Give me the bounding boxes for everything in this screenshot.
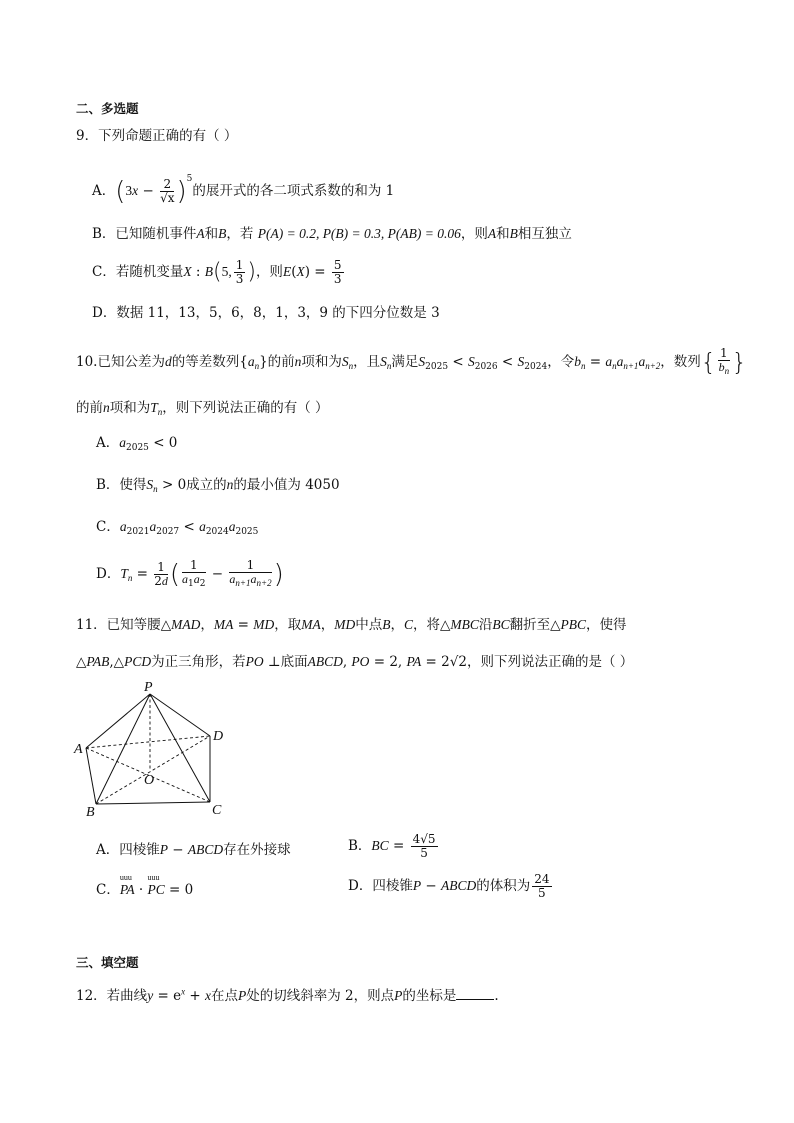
label-a: A: [74, 742, 83, 757]
q11-stem-line2: △PAB,△PCD为正三角形，若PO ⊥底面ABCD, PO = 2, PA = 2√2，则下列说法正确的是（ ）: [76, 654, 634, 670]
q11-option-a: A．四棱锥P − ABCD存在外接球: [96, 842, 291, 858]
edge-pd: [150, 694, 210, 736]
q10-option-d: D．$T_n$ = $\frac{1}{2d}$ ( $\frac{1}{a_1a_2}$ − $\frac{1}{a_{n+1}a_{n+2}}$ ): [96, 557, 284, 590]
q10-stem-line2: 的前n项和为$T_n$，则下列说法正确的有（ ）: [76, 400, 329, 417]
label-b: B: [86, 805, 95, 820]
label-d: D: [213, 729, 224, 744]
edge-ab: [86, 748, 96, 804]
q11-option-c: C．PA uuu · PC uuu = 0: [96, 873, 194, 898]
q11-option-b: B．BC = $\frac{4√5}{5}$: [348, 832, 436, 860]
q10-option-c: C．$a_{2021}a_{2027} < a_{2024}a_{2025}$: [96, 519, 259, 537]
q11-option-d: D．四棱锥P − ABCD的体积为 $\frac{24}{5}$: [348, 872, 550, 900]
q9-option-b: B．已知随机事件A和B，若 P(A) = 0.2, P(B) = 0.3, P(AB) = 0.06，则A和B相互独立: [92, 226, 572, 242]
label-p: P: [144, 680, 153, 695]
edge-pc: [150, 694, 210, 802]
pyramid-figure: [70, 680, 240, 820]
section-title-multiple-choice: 二、多选题: [76, 101, 139, 116]
q11-stem-line1: 11．已知等腰△MAD，MA = MD，取MA，MD中点B，C，将△MBC沿BC翻折至△PBC，使得: [76, 617, 627, 633]
label-c: C: [212, 803, 222, 818]
q9-stem: 9．下列命题正确的有（ ）: [76, 128, 238, 144]
q9-option-a: A．(3x − $\frac{2}{√x}$ )$^5$的展开式的各二项式系数的和为 1: [92, 174, 395, 207]
edge-bc: [96, 802, 210, 804]
q9-option-d: D．数据 11，13，5，6，8，1，3，9 的下四分位数是 3: [92, 305, 440, 321]
label-o: O: [144, 773, 155, 788]
q10-stem-line1: 10.已知公差为d的等差数列$\{a_n\}$的前n项和为$S_n$，且$S_n$满足$S_{2025} < S_{2026} < S_{2024}$，令$b_n = a_na_{n+1}a_{n+2}$，数列{ $\frac{1}{b_n}$ }: [76, 346, 747, 377]
edge-pa: [86, 694, 150, 748]
q9-option-c: C．若随机变量X : B(5, $\frac{1}{3}$ )，则E(X) = $\frac{5}{3}$: [92, 258, 342, 286]
edge-pb: [96, 694, 150, 804]
answer-blank[interactable]: [456, 999, 494, 1000]
q10-option-b: B．使得$S_n > 0$成立的n的最小值为 4050: [96, 477, 340, 494]
section-title-fill-in: 三、填空题: [76, 955, 139, 970]
edge-ad-hidden: [86, 736, 210, 748]
q12-stem: 12．若曲线$y = e^x + x$在点P处的切线斜率为 2，则点P的坐标是 .: [76, 986, 499, 1004]
q10-option-a: A．$a_{2025} < 0$: [96, 435, 178, 453]
